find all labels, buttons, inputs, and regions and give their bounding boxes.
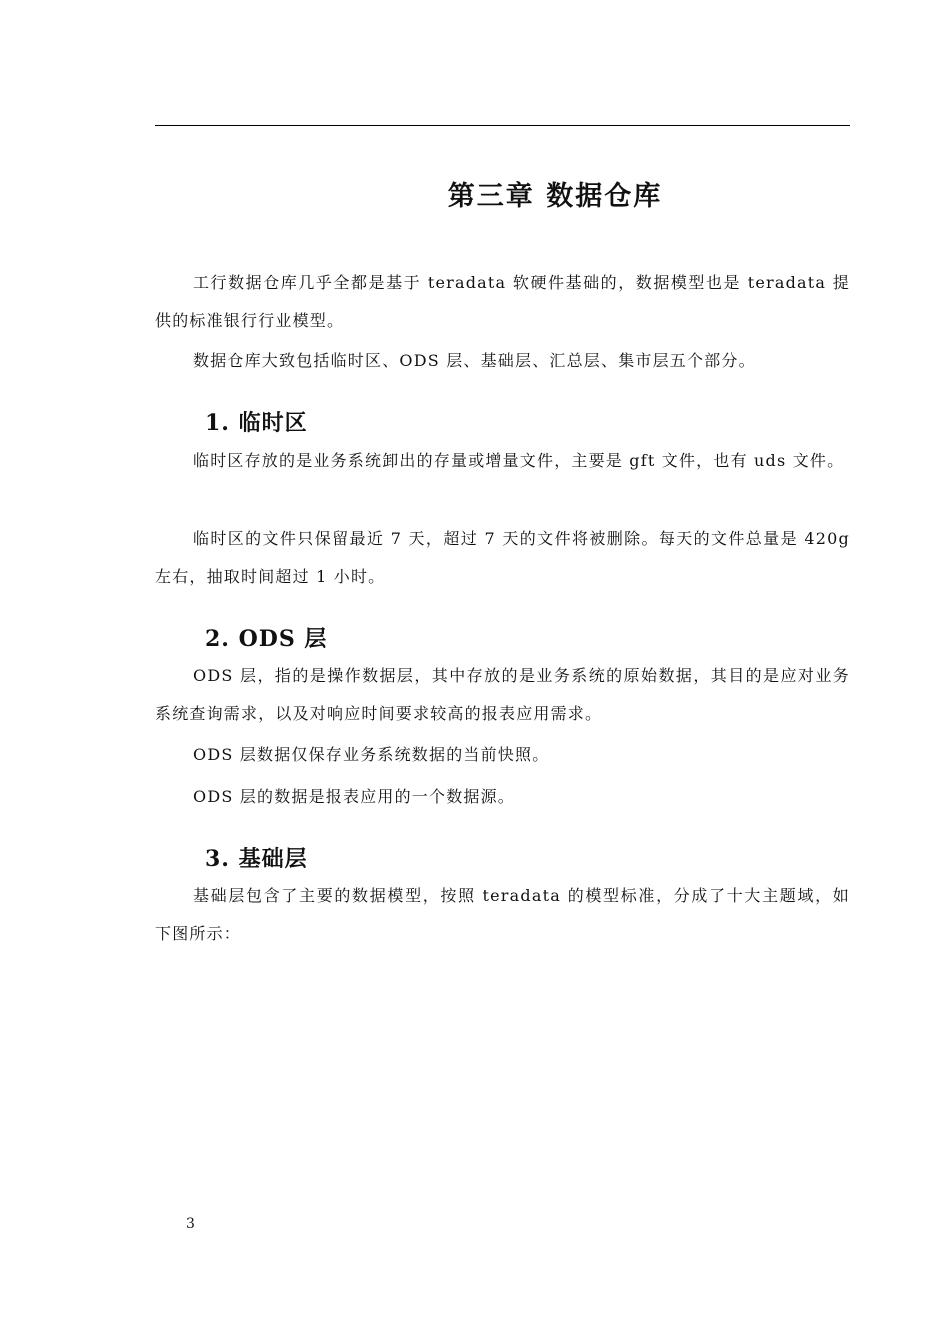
section-2-paragraph-1: ODS 层，指的是操作数据层，其中存放的是业务系统的原始数据，其目的是应对业务系统查询需求，以及对响应时间要求较高的报表应用需求。 bbox=[155, 666, 850, 723]
section-heading-temp-area: 1. 临时区 bbox=[205, 410, 308, 436]
section-1-paragraph-1: 临时区存放的是业务系统卸出的存量或增量文件，主要是 gft 文件，也有 uds 文件。 bbox=[193, 451, 845, 470]
section-heading-base-layer: 3. 基础层 bbox=[205, 846, 308, 872]
section-2-paragraph-3: ODS 层的数据是报表应用的一个数据源。 bbox=[193, 787, 515, 806]
page-number: 3 bbox=[186, 1216, 195, 1232]
chapter-title: 第三章 数据仓库 bbox=[447, 181, 663, 212]
section-1-paragraph-2: 临时区的文件只保留最近 7 天，超过 7 天的文件将被删除。每天的文件总量是 420g 左右，抽取时间超过 1 小时。 bbox=[155, 529, 850, 586]
section-2-paragraph-2: ODS 层数据仅保存业务系统数据的当前快照。 bbox=[193, 745, 550, 764]
intro-paragraph-2: 数据仓库大致包括临时区、ODS 层、基础层、汇总层、集市层五个部分。 bbox=[193, 351, 756, 370]
section-heading-ods-layer: 2. ODS 层 bbox=[205, 626, 328, 652]
intro-paragraph-1: 工行数据仓库几乎全都是基于 teradata 软硬件基础的，数据模型也是 teradata 提供的标准银行行业模型。 bbox=[155, 273, 850, 330]
section-3-paragraph-1: 基础层包含了主要的数据模型，按照 teradata 的模型标准，分成了十大主题域，如下图所示： bbox=[155, 886, 850, 943]
header-rule bbox=[155, 125, 850, 126]
